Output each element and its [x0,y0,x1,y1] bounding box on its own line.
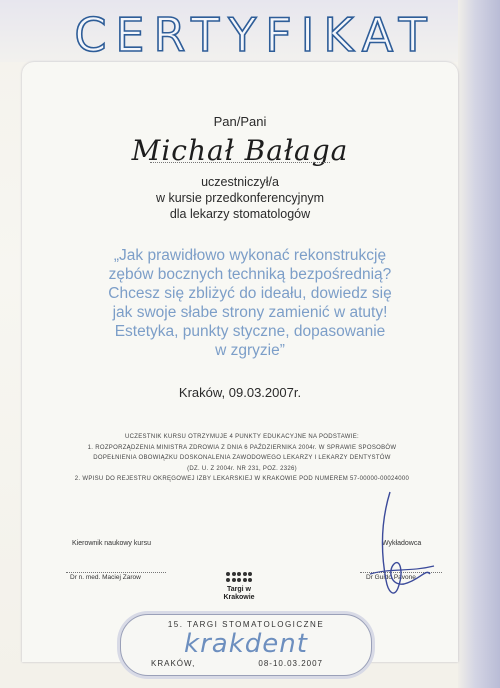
participation-line: uczestniczył/a [201,175,279,189]
topic-line: jak swoje słabe strony zamienić w atuty! [112,304,388,321]
event-city: KRAKÓW, [151,659,196,668]
left-signature-label: Kierownik naukowy kursu [72,540,151,547]
place-date: Kraków, 09.03.2007r. [178,385,302,400]
recipient-name: Michał Bałaga [131,134,349,167]
participation-line: dla lekarzy stomatologów [169,207,311,221]
certificate-title: CERTYFIKAT [74,8,436,62]
event-badge [120,614,372,676]
fine-print-line: (DZ. U. Z 2004r. NR 231, POZ. 2326) [187,465,297,472]
fine-print-line: UCZESTNIK KURSU OTRZYMUJE 4 PUNKTY EDUKACYJNE NA PODSTAWIE: [125,434,359,440]
left-signature-line [66,572,166,573]
left-signature-name: Dr n. med. Maciej Zarow [70,574,141,581]
event-title: 15. TARGI STOMATOLOGICZNE [167,620,325,629]
targi-logo-text: Targi w Krakowie [223,585,255,601]
krakdent-logo: krakdent [184,629,308,659]
lecturer-signature [360,488,440,608]
salutation: Pan/Pani [213,114,267,129]
targi-dots-icon [214,572,264,582]
topic-line: „Jak prawidłowo wykonać rekonstrukcję [113,247,387,264]
topic-line: zębów bocznych techniką bezpośrednią? [108,266,392,283]
right-signature-label: Wykładowca [382,540,422,547]
fine-print-line: 1. ROZPORZĄDZENIA MINISTRA ZDROWIA Z DNIA 6 PAŹDZIERNIKA 2004r. W SPRAWIE SPOSOBÓW [87,444,397,451]
topic-line: Estetyka, punkty styczne, dopasowanie [114,323,386,340]
participation-line: w kursie przedkonferencyjnym [155,191,325,205]
fine-print-line: DOPEŁNIENIA OBOWIĄZKU DOSKONALENIA ZAWODOWEGO LEKARZY I LEKARZY DENTYSTÓW [93,455,391,461]
fine-print [52,432,432,485]
topic-line: w zgryzie” [215,342,285,359]
event-dates: 08-10.03.2007 [258,659,323,668]
targi-logo [214,572,264,602]
topic-line: Chcesz się zbliżyć do ideału, dowiedz się [108,285,392,302]
course-topic [70,246,430,360]
right-signature-name: Dr Guido Pavone [366,574,416,581]
right-frame [458,0,500,688]
participation-text [22,174,458,222]
fine-print-line: 2. WPISU DO REJESTRU OKRĘGOWEJ IZBY LEKARSKIEJ W KRAKOWIE POD NUMEREM 57-00000-00024000 [74,476,410,482]
name-underline [150,162,330,163]
